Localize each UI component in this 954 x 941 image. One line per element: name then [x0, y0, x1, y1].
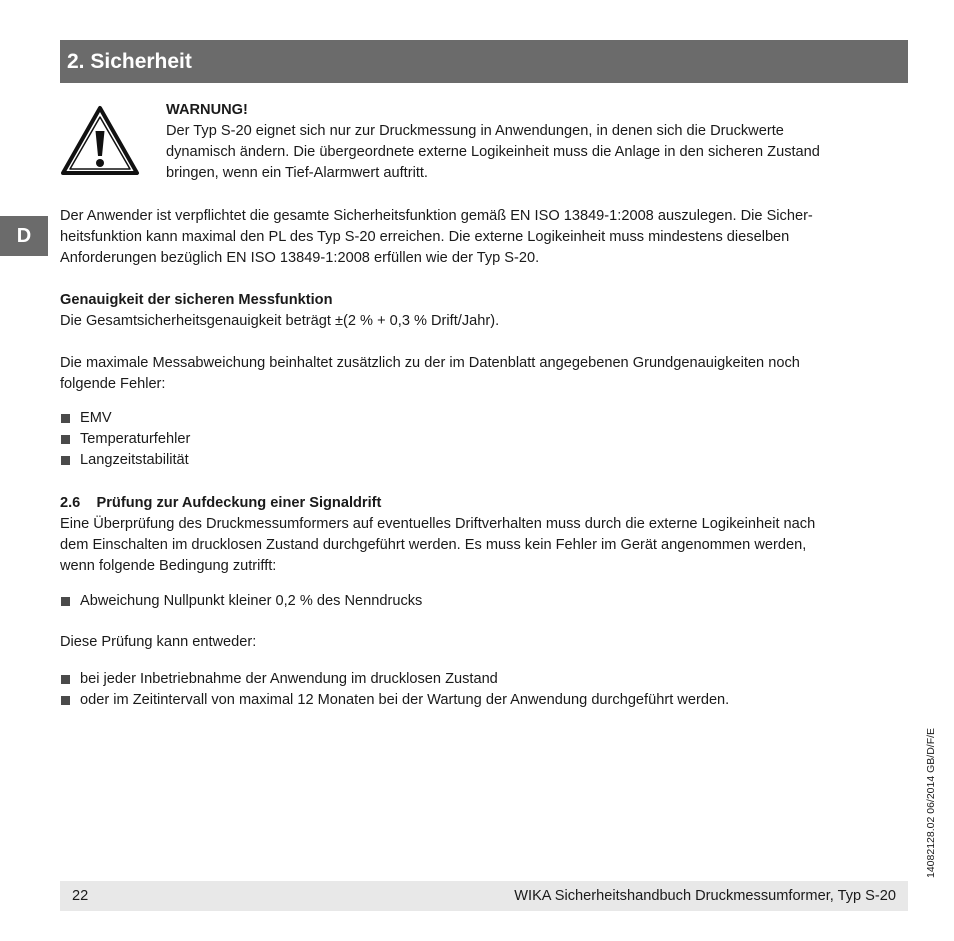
- list-item: EMV: [60, 408, 908, 429]
- section-line: wenn folgende Bedingung zutrifft:: [60, 558, 277, 574]
- accuracy-section: [60, 290, 908, 332]
- square-bullet-icon: [61, 597, 70, 606]
- document-code: 14082128.02 06/2014 GB/D/F/E: [925, 727, 937, 878]
- deviation-line: folgende Fehler:: [60, 376, 166, 392]
- section-line: dem Einschalten im drucklosen Zustand durchgeführt werden. Es muss kein Fehler im Gerät angenommen werden,: [60, 537, 807, 553]
- list-item: Langzeitstabilität: [60, 450, 908, 471]
- warning-line: dynamisch ändern. Die übergeordnete externe Logikeinheit muss die Anlage in den sicheren Zustand: [166, 144, 820, 160]
- check-list: [60, 669, 908, 711]
- warning-title: WARNUNG!: [166, 102, 248, 118]
- section-2-6-heading: 2.6 Prüfung zur Aufdeckung einer Signaldrift: [60, 495, 382, 511]
- language-tab: D: [0, 216, 48, 256]
- list-item: oder im Zeitintervall von maximal 12 Monaten bei der Wartung der Anwendung durchgeführt werden.: [60, 690, 908, 711]
- square-bullet-icon: [61, 696, 70, 705]
- deviation-paragraph: [60, 353, 908, 395]
- accuracy-text: Die Gesamtsicherheitsgenauigkeit beträgt ±(2 % + 0,3 % Drift/Jahr).: [60, 313, 500, 329]
- footer-doc-title: WIKA Sicherheitshandbuch Druckmessumformer, Typ S-20: [514, 887, 896, 904]
- section-2-6: [60, 493, 908, 577]
- intro-paragraph: [60, 206, 908, 269]
- square-bullet-icon: [61, 675, 70, 684]
- square-bullet-icon: [61, 435, 70, 444]
- square-bullet-icon: [61, 414, 70, 423]
- warning-line: Der Typ S-20 eignet sich nur zur Druckmessung in Anwendungen, in denen sich die Druckwerte: [166, 123, 784, 139]
- check-text: Diese Prüfung kann entweder:: [60, 634, 257, 650]
- condition-list: [60, 591, 908, 612]
- deviation-line: Die maximale Messabweichung beinhaltet zusätzlich zu der im Datenblatt angegebenen Grundgenauigkeiten noch: [60, 355, 800, 371]
- intro-line: heitsfunktion kann maximal den PL des Typ S-20 erreichen. Die externe Logikeinheit muss mindestens dieselben: [60, 229, 790, 245]
- accuracy-heading: Genauigkeit der sicheren Messfunktion: [60, 292, 333, 308]
- page-footer: [60, 881, 908, 911]
- warning-triangle-icon: [60, 104, 140, 176]
- intro-line: Anforderungen bezüglich EN ISO 13849-1:2008 erfüllen wie der Typ S-20.: [60, 250, 540, 266]
- list-item: Abweichung Nullpunkt kleiner 0,2 % des Nenndrucks: [60, 591, 908, 612]
- list-item: Temperaturfehler: [60, 429, 908, 450]
- section-title: 2. Sicherheit: [60, 40, 908, 83]
- square-bullet-icon: [61, 456, 70, 465]
- error-list: [60, 408, 908, 471]
- intro-line: Der Anwender ist verpflichtet die gesamte Sicherheitsfunktion gemäß EN ISO 13849-1:2008 auszulegen. Die Sicher-: [60, 208, 813, 224]
- list-item: bei jeder Inbetriebnahme der Anwendung im drucklosen Zustand: [60, 669, 908, 690]
- page-number: 22: [72, 887, 89, 904]
- section-line: Eine Überprüfung des Druckmessumformers auf eventuelles Driftverhalten muss durch die externe Logikeinheit nach: [60, 516, 816, 532]
- warning-block: [166, 100, 906, 184]
- warning-line: bringen, wenn ein Tief-Alarmwert auftritt.: [166, 165, 428, 181]
